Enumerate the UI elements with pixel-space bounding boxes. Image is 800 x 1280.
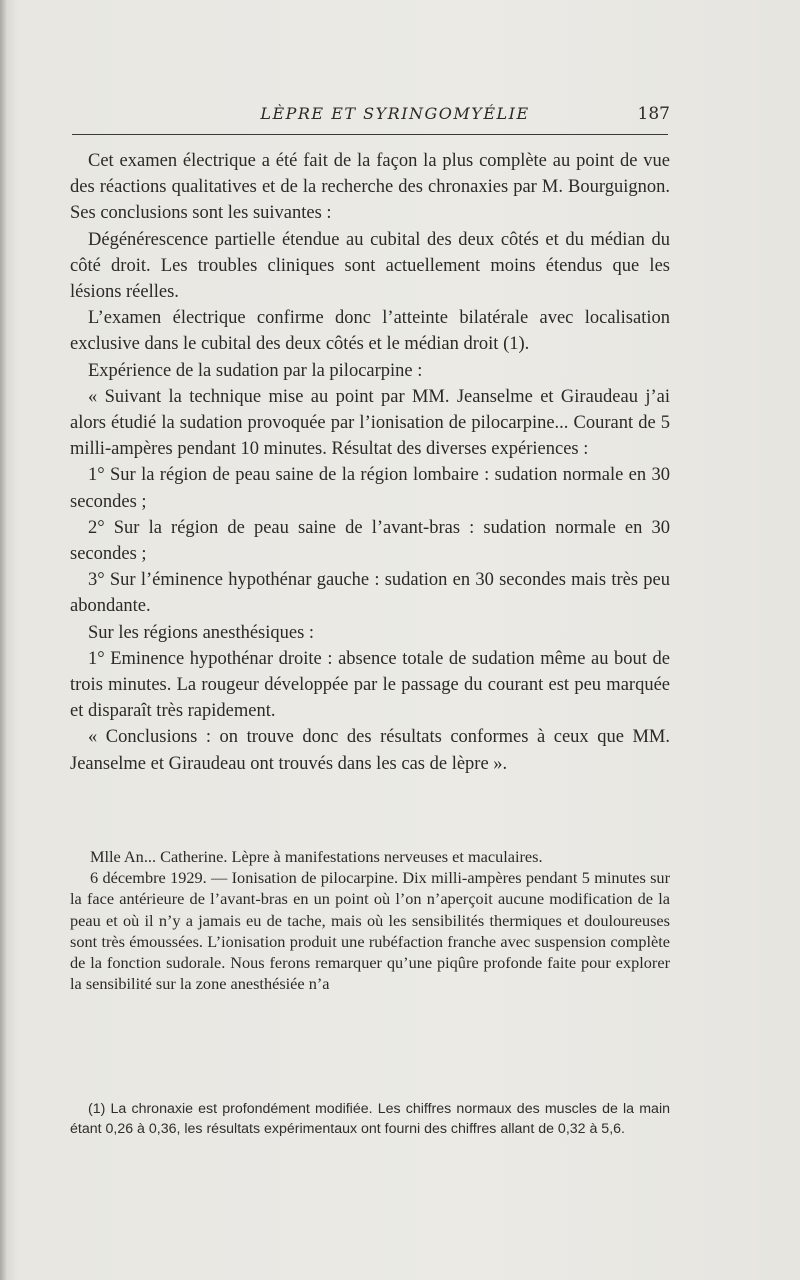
footnote-text: (1) La chronaxie est profondément modifiée. Les chiffres normaux des muscles de la main étant 0,26 à 0,36, les résultats expérimentaux ont fourni des chiffres allant de 0,32 à 5,6. xyxy=(70,1101,670,1137)
running-title: LÈPRE ET SYRINGOMYÉLIE xyxy=(260,104,530,123)
case-report xyxy=(70,846,670,994)
paragraph: « Suivant la technique mise au point par MM. Jeanselme et Giraudeau j’ai alors étudié la sudation provoquée par l’ionisation de pilocarpine... Courant de 5 milli-ampères pendant 10 minutes. Résultat des diverses expériences : xyxy=(70,386,670,460)
paragraph: 1° Eminence hypothénar droite : absence totale de sudation même au bout de trois minutes. La rougeur développée par le passage du courant est peu marquée et disparaît très rapidement. xyxy=(70,648,670,722)
page-number: 187 xyxy=(637,104,670,124)
paragraph: Dégénérescence partielle étendue au cubital des deux côtés et du médian du côté droit. Les troubles cliniques sont actuellement moins étendus que les lésions réelles. xyxy=(70,229,670,303)
page-header xyxy=(70,104,670,128)
main-text xyxy=(70,148,670,777)
paragraph: L’examen électrique confirme donc l’atteinte bilatérale avec localisation exclusive dans le cubital des deux côtés et le médian droit (1). xyxy=(70,308,670,355)
header-rule xyxy=(72,134,668,135)
paragraph: « Conclusions : on trouve donc des résultats conformes à ceux que MM. Jeanselme et Giraudeau ont trouvés dans les cas de lèpre ». xyxy=(70,727,670,774)
case-paragraph: Mlle An... Catherine. Lèpre à manifestations nerveuses et maculaires. xyxy=(90,847,543,866)
paragraph: 3° Sur l’éminence hypothénar gauche : sudation en 30 secondes mais très peu abondante. xyxy=(70,570,670,617)
paragraph: 2° Sur la région de peau saine de l’avant-bras : sudation normale en 30 secondes ; xyxy=(70,517,670,565)
case-paragraph: 6 décembre 1929. — Ionisation de pilocarpine. Dix milli-ampères pendant 5 minutes sur la face antérieure de l’avant-bras en un point où l’on n’aperçoit aucune modification de la peau et où il n’y a jamais eu de tache, mais où les sensibilités thermiques et douloureuses sont très émoussées. L’ionisation produit une rubéfaction franche avec suspension complète de la fonction sudorale. Nous ferons remarquer qu’une piqûre profonde faite pour explorer la sensibilité sur la zone anesthésiée n’a xyxy=(70,868,670,994)
footnote xyxy=(70,1099,670,1139)
paragraph: Expérience de la sudation par la pilocarpine : xyxy=(88,360,423,381)
paragraph: 1° Sur la région de peau saine de la région lombaire : sudation normale en 30 secondes ; xyxy=(70,465,670,512)
page-spine-shadow xyxy=(0,0,6,1280)
paragraph: Sur les régions anesthésiques : xyxy=(88,622,315,643)
paragraph: Cet examen électrique a été fait de la façon la plus complète au point de vue des réactions qualitatives et de la recherche des chronaxies par M. Bourguignon. Ses conclusions sont les suivantes : xyxy=(70,151,670,224)
